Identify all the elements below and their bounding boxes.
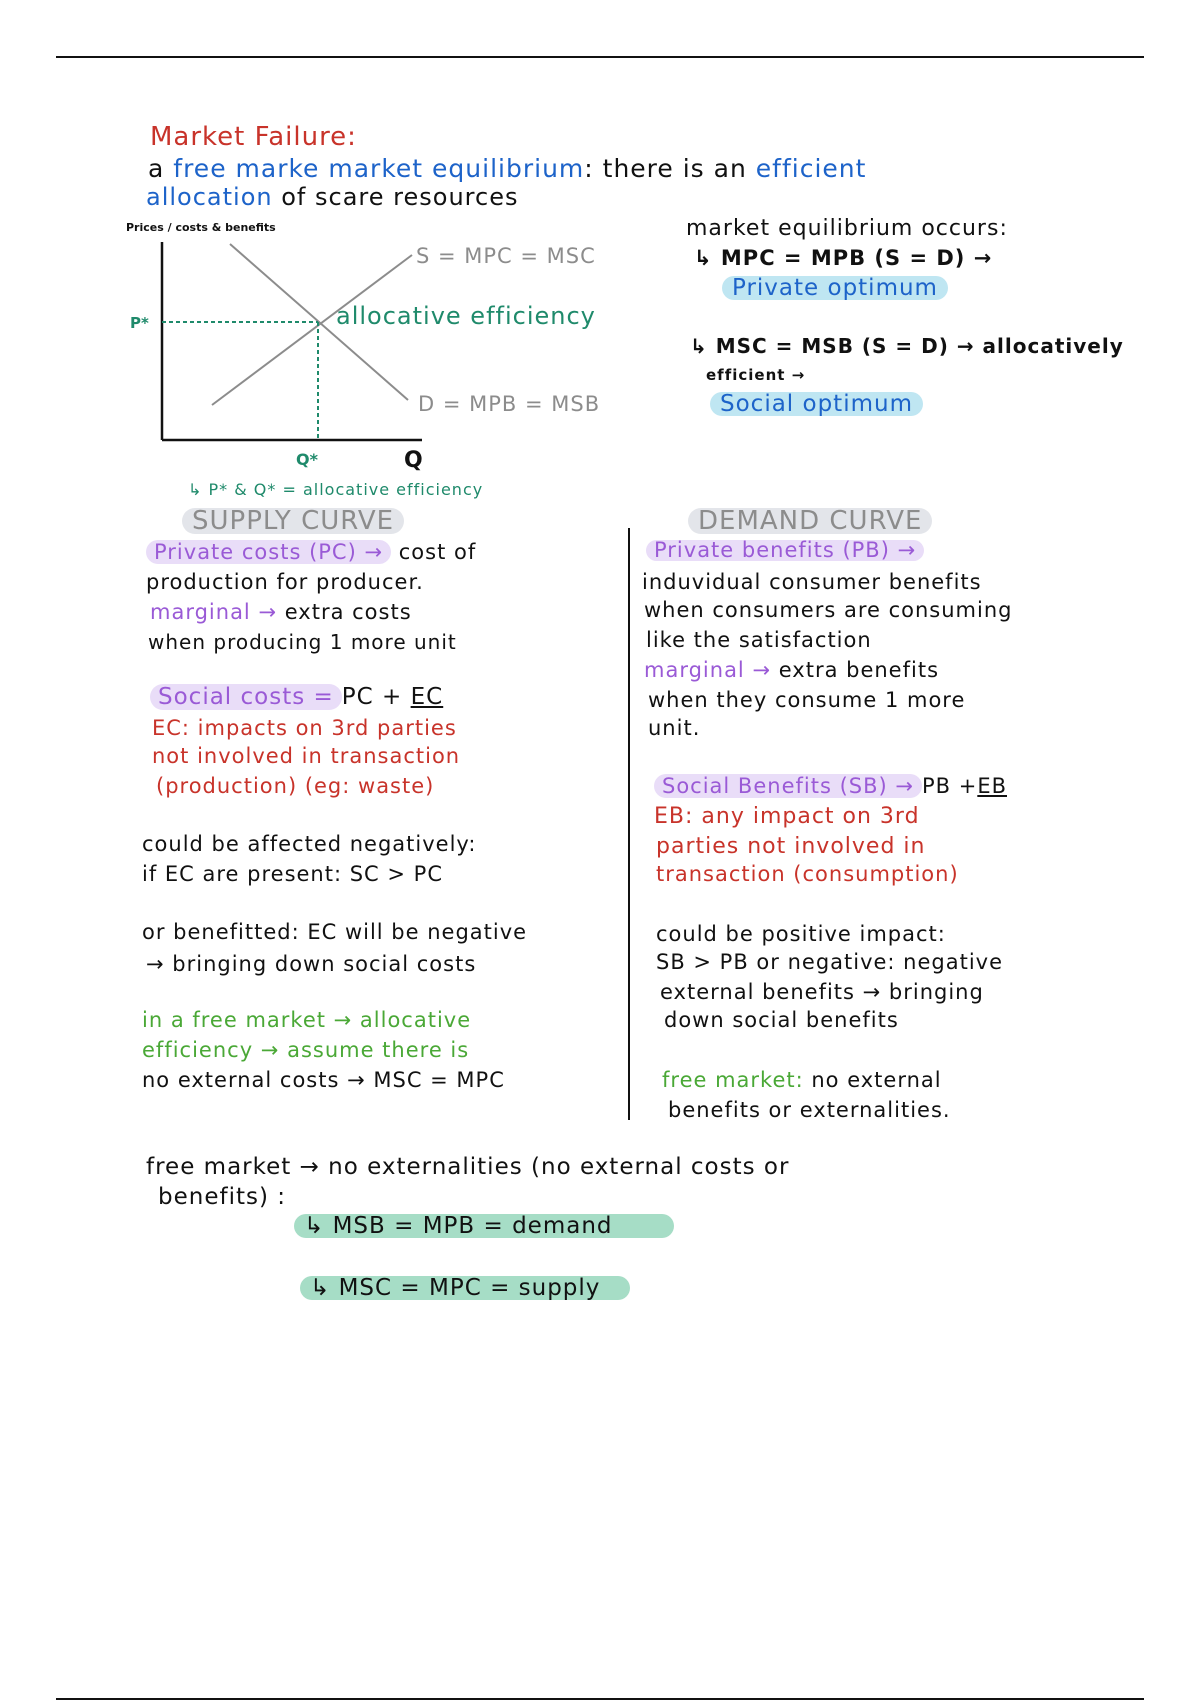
msc-mpc-supply: ↳ MSC = MPC = supply xyxy=(300,1276,630,1300)
sc-formula-a: PC + xyxy=(341,684,403,710)
ec-line-3: (production) (eg: waste) xyxy=(156,774,435,798)
intro-rest: of scare resources xyxy=(281,183,519,211)
pb-term: Private benefits (PB) → xyxy=(646,540,924,561)
supply-free-line-2 xyxy=(142,1040,469,1061)
sc-term: Social costs = xyxy=(150,684,342,710)
q-star-label: Q* xyxy=(296,450,318,469)
private-optimum: Private optimum xyxy=(722,276,948,300)
impact-line-4: down social benefits xyxy=(664,1008,899,1032)
pc-line xyxy=(146,542,476,563)
sb-formula-a: PB + xyxy=(921,774,978,798)
supply-free-efficiency: efficiency → assume there is xyxy=(142,1038,470,1062)
market-eq-line-1: ↳ MPC = MPB (S = D) → xyxy=(694,246,993,270)
pos-line-2: → bringing down social costs xyxy=(146,952,477,976)
impact-line-2: SB > PB or negative: negative xyxy=(656,950,1004,974)
supply-marginal-term: marginal → xyxy=(150,600,278,624)
pos-line-1: or benefitted: EC will be negative xyxy=(142,920,528,944)
graph-caption: ↳ P* & Q* = allocative efficiency xyxy=(188,480,484,499)
top-rule xyxy=(56,56,1144,58)
market-eq-line-2b: efficient → xyxy=(706,366,806,384)
page-title: Market Failure: xyxy=(150,122,357,152)
sb-term: Social Benefits (SB) → xyxy=(654,774,922,798)
market-graph xyxy=(120,230,640,500)
column-divider xyxy=(628,528,630,1120)
intro-prefix: a xyxy=(148,154,165,183)
sc-formula-b: EC xyxy=(410,684,444,710)
demand-free-term: free market: xyxy=(662,1068,804,1092)
demand-marginal-def-3: unit. xyxy=(648,716,701,740)
supply-line xyxy=(212,255,412,405)
pb-line-1: induvidual consumer benefits xyxy=(642,570,982,594)
pc-def-2: production for producer. xyxy=(146,570,424,594)
supply-heading: SUPPLY CURVE xyxy=(182,508,404,534)
demand-free-line-2: benefits or externalities. xyxy=(668,1098,951,1122)
supply-marginal-line xyxy=(150,602,412,623)
impact-line-3: external benefits → bringing xyxy=(660,980,984,1004)
supply-free-line-3: no external costs → MSC = MPC xyxy=(142,1068,505,1092)
intro-line-2 xyxy=(146,185,518,209)
demand-marginal-term: marginal → xyxy=(644,658,772,682)
sb-line xyxy=(654,776,1007,797)
market-eq-line-2: ↳ MSC = MSB (S = D) → allocatively xyxy=(690,334,1124,358)
bottom-line-2: benefits) : xyxy=(158,1184,286,1210)
efficiency-label: allocative efficiency xyxy=(336,302,596,330)
supply-label: S = MPC = MSC xyxy=(416,244,596,268)
market-eq-heading: market equilibrium occurs: xyxy=(686,216,1008,241)
intro-line-1 xyxy=(148,156,866,181)
pb-line-3: like the satisfaction xyxy=(646,628,872,652)
msb-mpb-demand: ↳ MSB = MPB = demand xyxy=(294,1214,674,1238)
demand-free-def-1: no external xyxy=(811,1068,942,1092)
ec-line-1: EC: impacts on 3rd parties xyxy=(152,716,457,740)
impact-line-1: could be positive impact: xyxy=(656,922,946,946)
eb-line-1: EB: any impact on 3rd xyxy=(654,804,920,829)
demand-marginal-line xyxy=(644,660,939,681)
pc-def-1: cost of xyxy=(398,540,477,564)
intro-allocation: allocation xyxy=(146,183,273,211)
intro-free-market-equilibrium: free marke market equilibrium xyxy=(173,154,585,183)
neg-line-1: could be affected negatively: xyxy=(142,832,477,856)
demand-marginal-def-2: when they consume 1 more xyxy=(648,688,966,712)
x-axis-label: Q xyxy=(404,448,423,473)
ec-line-2: not involved in transaction xyxy=(152,744,461,768)
demand-label: D = MPB = MSB xyxy=(418,392,601,416)
intro-efficient: efficient xyxy=(755,154,867,183)
demand-free-line-1 xyxy=(662,1070,942,1091)
supply-marginal-def-1: extra costs xyxy=(284,600,412,624)
social-optimum: Social optimum xyxy=(710,392,923,416)
demand-marginal-def-1: extra benefits xyxy=(778,658,940,682)
neg-line-2: if EC are present: SC > PC xyxy=(142,862,443,886)
bottom-line-1: free market → no externalities (no external costs or xyxy=(146,1154,790,1180)
eb-line-2: parties not involved in xyxy=(656,834,926,859)
pb-line-2: when consumers are consuming xyxy=(644,598,1013,622)
pc-term: Private costs (PC) → xyxy=(146,540,391,564)
sc-line xyxy=(150,686,443,709)
supply-free-line-1: in a free market → allocative xyxy=(142,1008,472,1032)
eb-line-3: transaction (consumption) xyxy=(656,862,959,886)
graph-y-axis-label: Prices / costs & benefits xyxy=(126,221,276,234)
demand-heading: DEMAND CURVE xyxy=(688,508,932,534)
p-star-label: P* xyxy=(130,314,149,332)
sb-formula-b: EB xyxy=(977,774,1007,798)
supply-marginal-def-2: when producing 1 more unit xyxy=(148,630,457,654)
intro-middle: : there is an xyxy=(584,154,747,183)
